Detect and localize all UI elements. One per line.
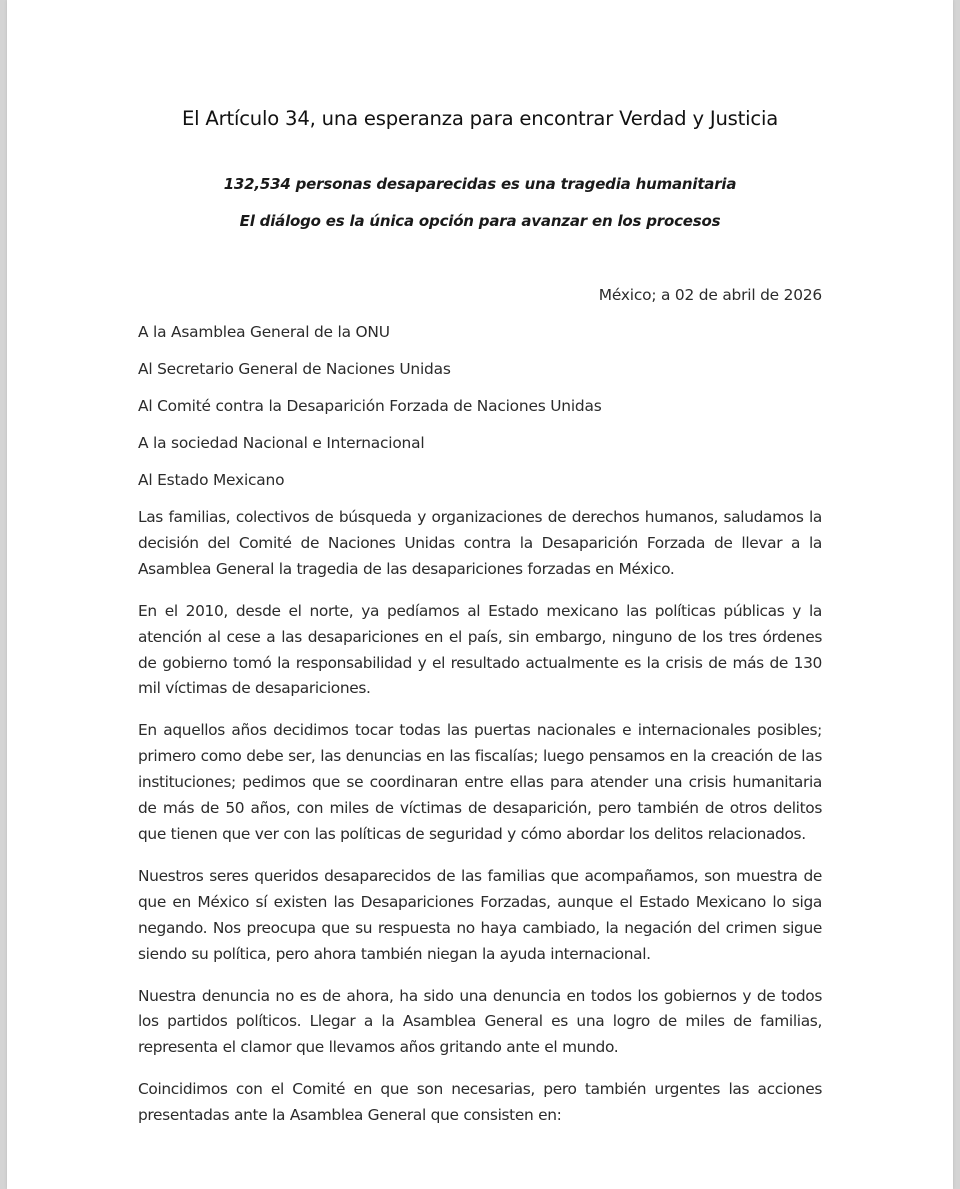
body-paragraph: En aquellos años decidimos tocar todas las puertas nacionales e internacionales posibles; primero como debe ser, las denuncias en las fiscalías; luego pensamos en la creación de las instituciones; pedimos que se coordinaran entre ellas para atender una crisis humanitaria de más de 50 años, con miles de víctimas de desaparición, pero también de otros delitos que tienen que ver con las políticas de seguridad y cómo abordar los delitos relacionados. <box>138 721 822 843</box>
document-title: El Artículo 34, una esperanza para encontrar Verdad y Justicia <box>181 107 779 130</box>
body-text <box>138 505 822 1145</box>
body-paragraph: Las familias, colectivos de búsqueda y organizaciones de derechos humanos, saludamos la decisión del Comité de Naciones Unidas contra la Desaparición Forzada de llevar a la Asamblea General la tragedia de las desapariciones forzadas en México. <box>138 508 822 578</box>
addressee-item: Al Secretario General de Naciones Unidas <box>138 360 451 378</box>
document-page <box>7 0 953 1189</box>
addressee-list <box>138 321 822 506</box>
addressee-item: A la sociedad Nacional e Internacional <box>138 434 425 452</box>
body-paragraph: Nuestra denuncia no es de ahora, ha sido una denuncia en todos los gobiernos y de todos los partidos políticos. Llegar a la Asamblea General es una logro de miles de familias, representa el clamor que llevamos años gritando ante el mundo. <box>138 986 822 1057</box>
body-paragraph: Nuestros seres queridos desaparecidos de las familias que acompañamos, son muestra de que en México sí existen las Desapariciones Forzadas, aunque el Estado Mexicano lo siga negando. Nos preocupa que su respuesta no haya cambiado, la negación del crimen sigue siendo su política, pero ahora también niegan la ayuda internacional. <box>138 866 822 963</box>
addressee-item: Al Comité contra la Desaparición Forzada de Naciones Unidas <box>138 397 602 415</box>
addressee-item: Al Estado Mexicano <box>138 471 285 489</box>
document-date: México; a 02 de abril de 2026 <box>598 286 822 304</box>
subtitle-1: 132,534 personas desaparecidas es una tragedia humanitaria <box>223 175 737 193</box>
addressee-item: A la Asamblea General de la ONU <box>138 323 390 341</box>
body-paragraph: En el 2010, desde el norte, ya pedíamos al Estado mexicano las políticas públicas y la atención al cese a las desapariciones en el país, sin embargo, ninguno de los tres órdenes de gobierno tomó la responsabilidad y el resultado actualmente es la crisis de más de 130 mil víctimas de desapariciones. <box>138 601 822 698</box>
subtitle-2: El diálogo es la única opción para avanzar en los procesos <box>239 212 721 230</box>
body-paragraph: Coincidimos con el Comité en que son necesarias, pero también urgentes las acciones presentadas ante la Asamblea General que consisten en: <box>138 1080 822 1125</box>
